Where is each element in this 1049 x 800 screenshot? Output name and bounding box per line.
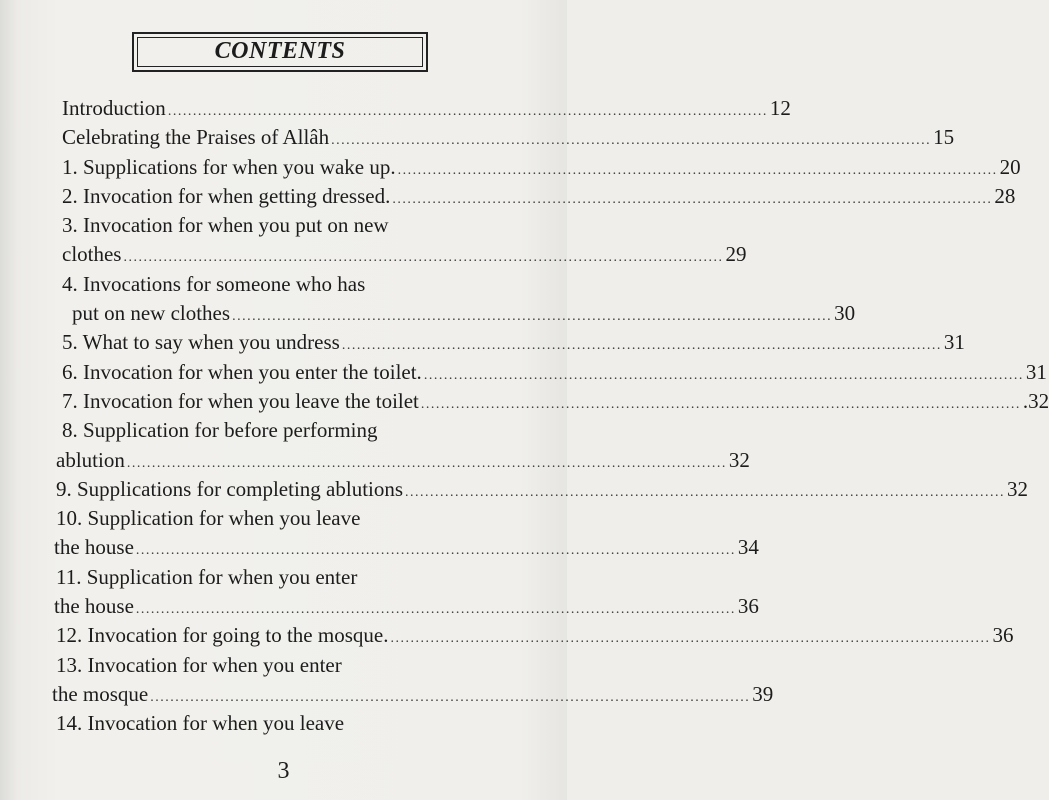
dot-leader: ........................................................................................................................ bbox=[405, 484, 1006, 500]
toc-entry-page: 34 bbox=[737, 535, 759, 560]
dot-leader: ........................................................................................................................ bbox=[392, 191, 993, 207]
dot-leader: ........................................................................................................................ bbox=[397, 162, 998, 178]
toc-entry-page: 12 bbox=[769, 96, 791, 120]
toc-entry-page: 31 bbox=[943, 330, 965, 355]
toc-entry bbox=[50, 475, 1029, 504]
toc-entry bbox=[50, 446, 750, 475]
dot-leader: ........................................................................................................................ bbox=[232, 309, 833, 325]
toc-entry bbox=[50, 94, 791, 123]
toc-entry-title: 7. Invocation for when you leave the toilet bbox=[62, 388, 419, 413]
toc-entry-title: Celebrating the Praises of Allâh bbox=[62, 125, 330, 150]
toc-entry-title: 4. Invocations for someone who has bbox=[62, 271, 366, 296]
toc-entry bbox=[50, 240, 747, 269]
toc-entry-title: 14. Invocation for when you leave bbox=[56, 711, 345, 736]
dot-leader: ........................................................................................................................ bbox=[150, 689, 751, 705]
toc-entry bbox=[50, 563, 520, 592]
dot-leader: ........................................................................................................................ bbox=[135, 543, 736, 559]
toc-entry bbox=[50, 328, 965, 357]
toc-entry-page: 30 bbox=[834, 301, 856, 326]
dot-leader: ........................................................................................................................ bbox=[123, 250, 724, 266]
table-of-contents bbox=[50, 94, 1049, 739]
page-number: 3 bbox=[277, 758, 290, 784]
dot-leader: ........................................................................................................................ bbox=[341, 338, 942, 354]
dot-leader: ........................................................................................................................ bbox=[167, 104, 768, 119]
toc-entry bbox=[50, 533, 759, 562]
toc-entry-title: 13. Invocation for when you enter bbox=[56, 652, 342, 677]
toc-entry bbox=[50, 680, 774, 709]
dot-leader: ........................................................................................................................ bbox=[390, 631, 991, 647]
toc-entry bbox=[50, 621, 1014, 650]
toc-entry-title: clothes bbox=[62, 242, 122, 267]
toc-entry-title: the house bbox=[54, 535, 134, 560]
contents-title: CONTENTS bbox=[214, 38, 346, 64]
toc-entry-title: ablution bbox=[56, 447, 125, 472]
toc-entry-title: 2. Invocation for when getting dressed. bbox=[62, 183, 391, 208]
toc-entry bbox=[50, 153, 1021, 182]
toc-entry-page: 20 bbox=[999, 154, 1021, 179]
toc-entry bbox=[50, 504, 520, 533]
contents-title-box bbox=[132, 32, 428, 72]
toc-entry-title: Introduction bbox=[62, 96, 166, 120]
toc-entry-title: 3. Invocation for when you put on new bbox=[62, 213, 389, 238]
toc-entry-page: 39 bbox=[752, 681, 774, 706]
toc-entry-title: 5. What to say when you undress bbox=[62, 330, 340, 355]
toc-entry-title: 12. Invocation for going to the mosque. bbox=[56, 623, 389, 648]
dot-leader: ........................................................................................................................ bbox=[135, 602, 736, 618]
dot-leader: ........................................................................................................................ bbox=[331, 133, 932, 149]
toc-entry bbox=[50, 416, 520, 445]
toc-entry-title: put on new clothes bbox=[72, 301, 231, 326]
toc-entry-page: .32 bbox=[1022, 388, 1049, 413]
toc-entry bbox=[50, 182, 1016, 211]
toc-entry-title: 10. Supplication for when you leave bbox=[56, 506, 361, 531]
toc-entry-page: 32 bbox=[1007, 476, 1029, 501]
toc-entry-page: 32 bbox=[728, 447, 750, 472]
toc-entry bbox=[50, 299, 856, 328]
toc-entry bbox=[50, 592, 759, 621]
toc-entry bbox=[50, 270, 520, 299]
dot-leader: ........................................................................................................................ bbox=[420, 396, 1021, 412]
toc-entry bbox=[50, 387, 1049, 416]
toc-entry-title: 11. Supplication for when you enter bbox=[56, 564, 358, 589]
toc-entry-title: 8. Supplication for before performing bbox=[62, 418, 378, 443]
toc-entry bbox=[50, 123, 955, 152]
toc-entry-page: 31 bbox=[1025, 359, 1047, 384]
toc-entry bbox=[50, 211, 520, 240]
toc-entry-title: 1. Supplications for when you wake up. bbox=[62, 154, 396, 179]
toc-entry bbox=[50, 651, 520, 680]
toc-entry-page: 28 bbox=[994, 183, 1016, 208]
toc-entry-title: 9. Supplications for completing ablutions bbox=[56, 476, 404, 501]
toc-entry-title: the house bbox=[54, 594, 134, 619]
toc-entry bbox=[50, 358, 1047, 387]
dot-leader: ........................................................................................................................ bbox=[126, 455, 727, 471]
toc-entry-title: the mosque bbox=[52, 681, 149, 706]
toc-entry-page: 15 bbox=[933, 125, 955, 150]
toc-entry-title: 6. Invocation for when you enter the toilet. bbox=[62, 359, 422, 384]
toc-entry-page: 36 bbox=[737, 594, 759, 619]
toc-entry-page: 36 bbox=[992, 623, 1014, 648]
toc-entry bbox=[50, 709, 520, 738]
dot-leader: ........................................................................................................................ bbox=[423, 367, 1024, 383]
toc-entry-page: 29 bbox=[725, 242, 747, 267]
